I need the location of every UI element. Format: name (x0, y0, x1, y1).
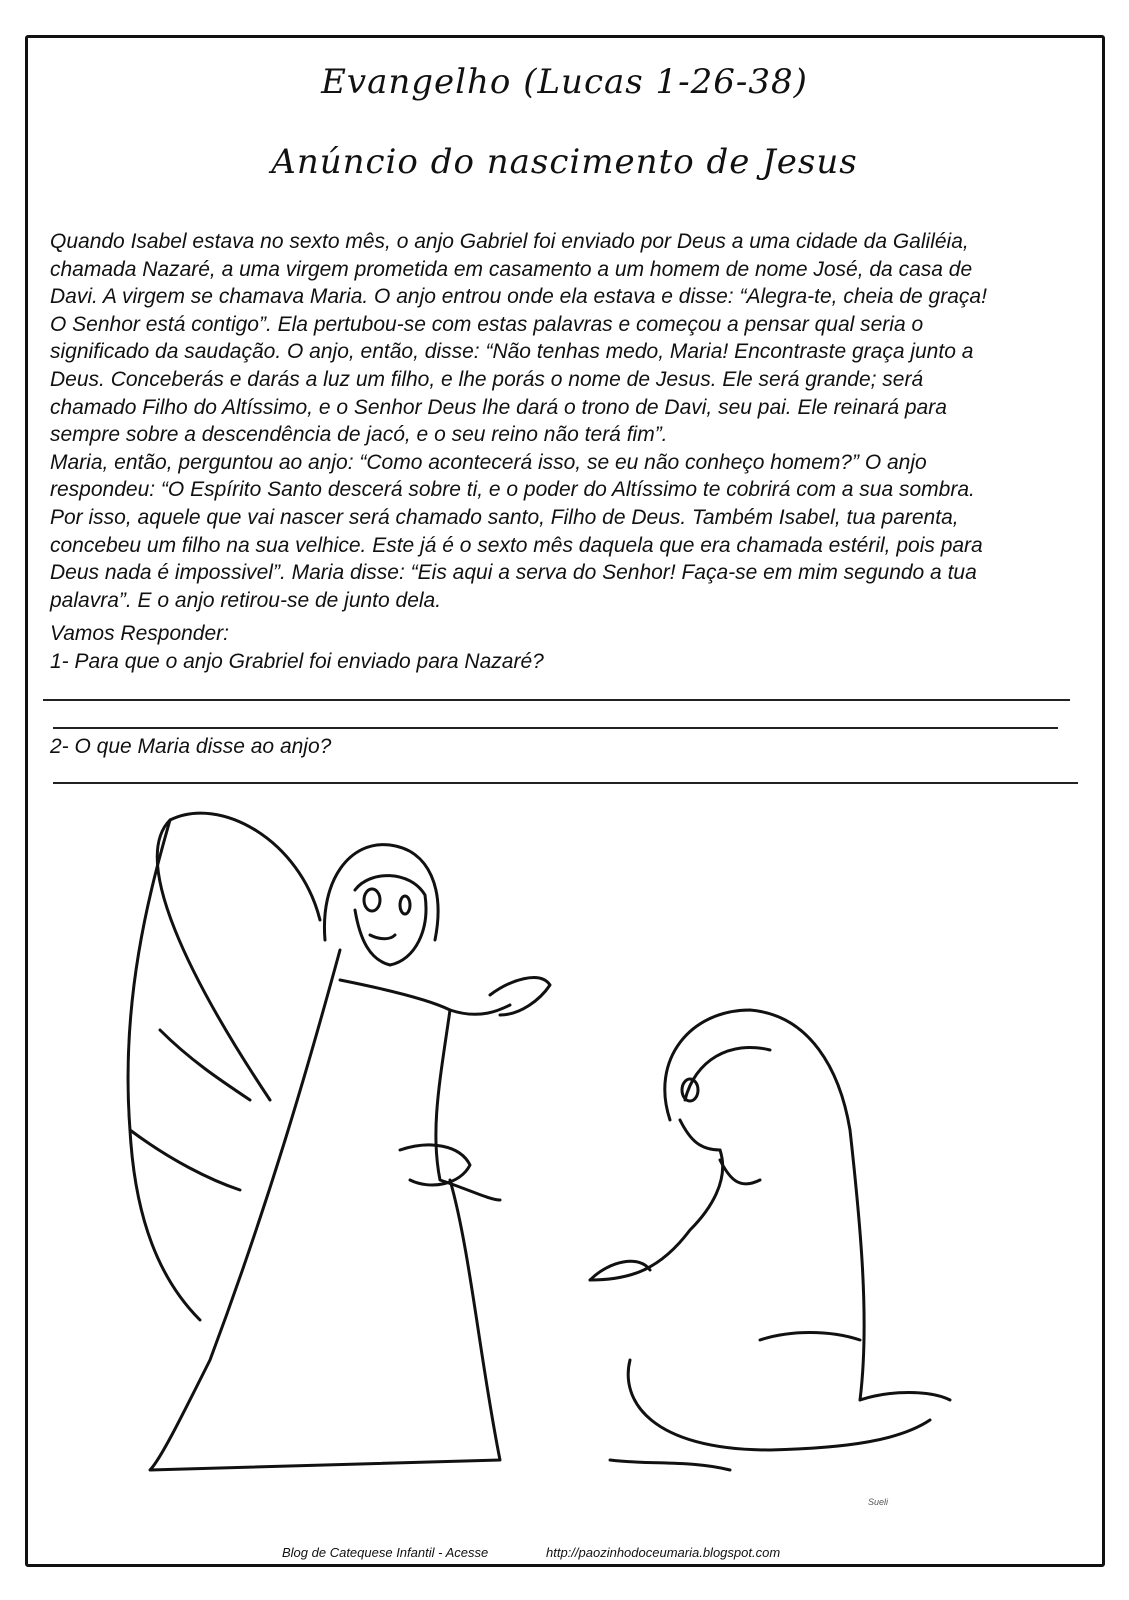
passage-line: respondeu: “O Espírito Santo descerá sobre ti, e o poder do Altíssimo te cobrirá com a sua sombra. (50, 478, 975, 502)
question-2: 2- O que Maria disse ao anjo? (50, 735, 332, 758)
passage-line: Maria, então, perguntou ao anjo: “Como acontecerá isso, se eu não conheço homem?” O anjo (50, 450, 927, 474)
illustrator-signature: Sueli (868, 1497, 889, 1507)
gospel-passage (50, 228, 987, 614)
page-subtitle: Anúncio do nascimento de Jesus (271, 142, 858, 182)
passage-line: O Senhor está contigo”. Ela pertubou-se com estas palavras e começou a pensar qual seria o (50, 312, 924, 336)
questions-heading: Vamos Responder: (50, 622, 229, 645)
mary-drawing (590, 1010, 950, 1470)
answer-line-1[interactable] (43, 699, 1070, 701)
passage-line: palavra”. E o anjo retirou-se de junto dela. (50, 588, 442, 612)
passage-line: Por isso, aquele que vai nascer será chamado santo, Filho de Deus. Também Isabel, tua parenta, (50, 505, 959, 529)
passage-line: chamada Nazaré, a uma virgem prometida em casamento a um homem de nome José, da casa de (50, 257, 973, 281)
footer-url-link[interactable]: http://paozinhodoceumaria.blogspot.com (546, 1545, 781, 1560)
passage-line: concebeu um filho na sua velhice. Este já é o sexto mês daquela que era chamada estéril, pois para (50, 533, 983, 557)
passage-line: Deus nada é impossivel”. Maria disse: “Eis aqui a serva do Senhor! Faça-se em mim segundo a tua (50, 561, 977, 585)
question-1: 1- Para que o anjo Grabriel foi enviado para Nazaré? (50, 650, 544, 673)
passage-line: Quando Isabel estava no sexto mês, o anjo Gabriel foi enviado por Deus a uma cidade da Galiléia, (50, 230, 969, 253)
passage-line: sempre sobre a descendência de jacó, e o seu reino não terá fim”. (50, 423, 668, 447)
annunciation-illustration (70, 800, 1070, 1520)
footer-blog-text: Blog de Catequese Infantil - Acesse (282, 1545, 489, 1560)
page-title: Evangelho (Lucas 1-26-38) (321, 62, 808, 102)
answer-line-3[interactable] (53, 782, 1078, 784)
answer-line-2[interactable] (53, 727, 1058, 729)
passage-line: chamado Filho do Altíssimo, e o Senhor Deus lhe dará o trono de Davi, seu pai. Ele reinará para (50, 395, 947, 419)
passage-line: Deus. Conceberás e darás a luz um filho, e lhe porás o nome de Jesus. Ele será grande; será (50, 367, 924, 391)
angel-drawing (128, 813, 550, 1470)
passage-line: significado da saudação. O anjo, então, disse: “Não tenhas medo, Maria! Encontraste graça junto a (50, 340, 974, 364)
passage-line: Davi. A virgem se chamava Maria. O anjo entrou onde ela estava e disse: “Alegra-te, cheia de graça! (50, 285, 987, 309)
